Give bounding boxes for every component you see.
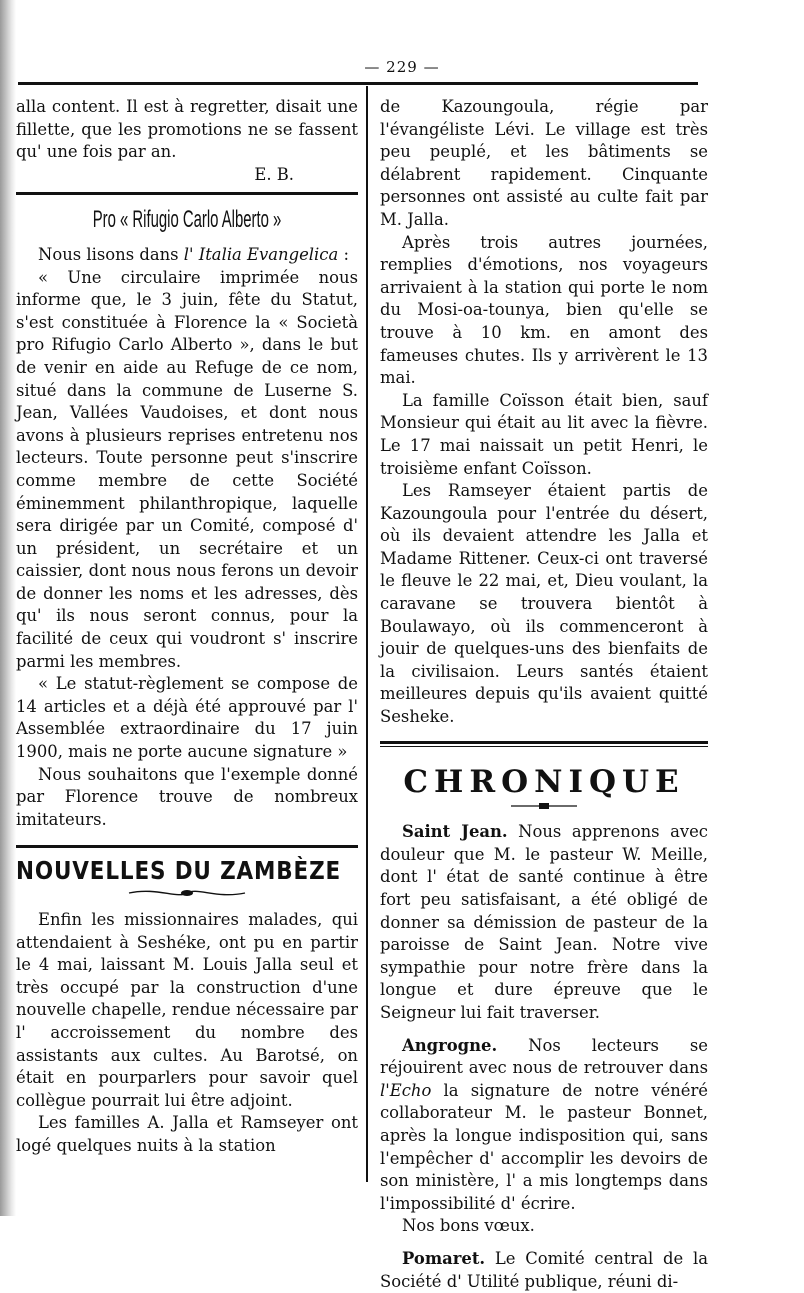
pro-p1-end: : <box>338 244 349 264</box>
zambeze-paragraph-1: Enfin les missionnaires malades, qui attendaient à Seshéke, ont pu en partir le 4 mai, laissant M. Louis Jalla seul et très occupé par la construction d'une nouvelle chapelle, rendue nécessaire par l' accroissement du nombre des assistants aux cultes. Au Barotsé, on était en pourparlers pour savoir quel collègue pourrait lui être adjoint. <box>16 910 358 1110</box>
intro-paragraph: alla content. Il est à regretter, disait une fillette, que les promotions ne se fassent qu' une fois par an. <box>16 97 358 162</box>
saint-jean-label: Saint Jean. <box>402 822 508 842</box>
pomaret-label: Pomaret. <box>402 1248 486 1268</box>
pro-p1-source: l' Italia Evangelica <box>183 244 339 264</box>
zambeze-paragraph-2: Les familles A. Jalla et Ramseyer ont logé quelques nuits à la station <box>16 1113 358 1155</box>
left-column <box>16 96 358 1158</box>
pro-paragraph-4: Nous souhaitons que l'exemple donné par Florence trouve de nombreux imitateurs. <box>16 764 358 829</box>
zambeze-paragraph-4: La famille Coïsson était bien, sauf Monsieur qui était au lit avec la fièvre. Le 17 mai naissait un petit Henri, le troisième enfant Coïsson. <box>380 390 708 478</box>
saint-jean-text: Nous apprenons avec douleur que M. le pasteur W. Meille, dont l' état de santé continue à être fort peu satisfaisant, a été obligé de donner sa démission de pasteur de la paroisse de Saint Jean. Notre vive sympathie pour notre frère dans la longue et dure épreuve que le Seigneur lui fait traverser. <box>380 822 708 1022</box>
section-double-rule <box>380 741 708 747</box>
angrogne-label: Angrogne. <box>402 1035 498 1055</box>
heading-zambeze: NOUVELLES DU ZAMBÈZE <box>16 856 342 886</box>
ornament-icon <box>509 801 579 811</box>
section-rule <box>16 845 358 848</box>
angrogne-closing: Nos bons vœux. <box>402 1216 535 1236</box>
header-rule <box>18 82 698 85</box>
section-rule <box>16 192 358 195</box>
heading-chronique: CHRONIQUE <box>403 763 685 800</box>
zambeze-paragraph-5: Les Ramseyer étaient partis de Kazoungoula pour l'entrée du désert, où ils devaient attendre les Jalla et Madame Rittener. Ceux-ci ont traversé le fleuve le 22 mai, et, Dieu voulant, la caravane se trouvera bientôt à Boulawayo, où ils commenceront à jouir de quelques-uns des bienfaits de la civilisaion. Leurs santés étaient meilleures depuis qu'ils avaient quitté Sesheke. <box>380 481 708 727</box>
pomaret-text: Le Comité central de la Société d' Utilité publique, réuni di- <box>380 1248 708 1291</box>
pro-paragraph-3: « Le statut-règlement se compose de 14 articles et a déjà été approuvé par l' Assemblée extraordinaire du 17 juin 1900, mais ne porte aucune signature » <box>16 674 358 762</box>
angrogne-text-1: Nos lecteurs se réjouirent avec nous de retrouver dans <box>380 1035 708 1078</box>
column-divider <box>366 86 368 1182</box>
page-number: — 229 — <box>364 58 440 76</box>
ornament-divider <box>380 801 708 811</box>
zambeze-paragraph-3: Après trois autres journées, remplies d'émotions, nos voyageurs arrivaient à la station qui porte le nom du Mosi-oa-tounya, bien qu'elle se trouve à 10 km. en amont des fameuses chutes. Ils y arrivèrent le 13 mai. <box>380 232 708 388</box>
saint-jean-entry <box>380 821 708 1024</box>
page-edge-shadow <box>0 0 16 1216</box>
right-column <box>380 96 708 1293</box>
angrogne-text-2: la signature de notre vénéré collaborateur M. le pasteur Bonnet, après la longue indisposition qui, sans l'empêcher d' accomplir les devoirs de son ministère, l' a mis longtemps dans l'impossibilité d' écrire. <box>380 1080 708 1213</box>
angrogne-source: l'Echo <box>380 1080 432 1100</box>
intro-signature: E. B. <box>254 164 294 184</box>
zambeze-paragraph-2-cont: de Kazoungoula, régie par l'évangéliste Lévi. Le village est très peu peuplé, et les bâtiments se délabrent rapidement. Cinquante personnes ont assisté au culte fait par M. Jalla. <box>380 97 708 229</box>
ornament-divider <box>16 887 358 899</box>
pro-paragraph-1 <box>16 244 358 267</box>
pomaret-entry <box>380 1248 708 1293</box>
ornament-icon <box>127 887 247 899</box>
angrogne-entry <box>380 1035 708 1216</box>
pro-p1-start: Nous lisons dans <box>38 244 184 264</box>
pro-paragraph-2: « Une circulaire imprimée nous informe que, le 3 juin, fête du Statut, s'est constituée à Florence la « Società pro Rifugio Carlo Alberto », dans le but de venir en aide au Refuge de ce nom, situé dans la commune de Luserne S. Jean, Vallées Vaudoises, et dont nous avons à plusieurs reprises entretenu nos lecteurs. Toute personne peut s'inscrire comme membre de cette Société éminemment philanthropique, laquelle sera dirigée par un Comité, composé d' un président, un secrétaire et un caissier, dont nous nous ferons un devoir de donner les noms et les adresses, dès qu' ils nous seront connus, pour la facilité de ceux qui voudront s' inscrire parmi les membres. <box>16 267 358 671</box>
heading-pro-rifugio: Pro « Rifugio Carlo Alberto » <box>92 206 282 234</box>
